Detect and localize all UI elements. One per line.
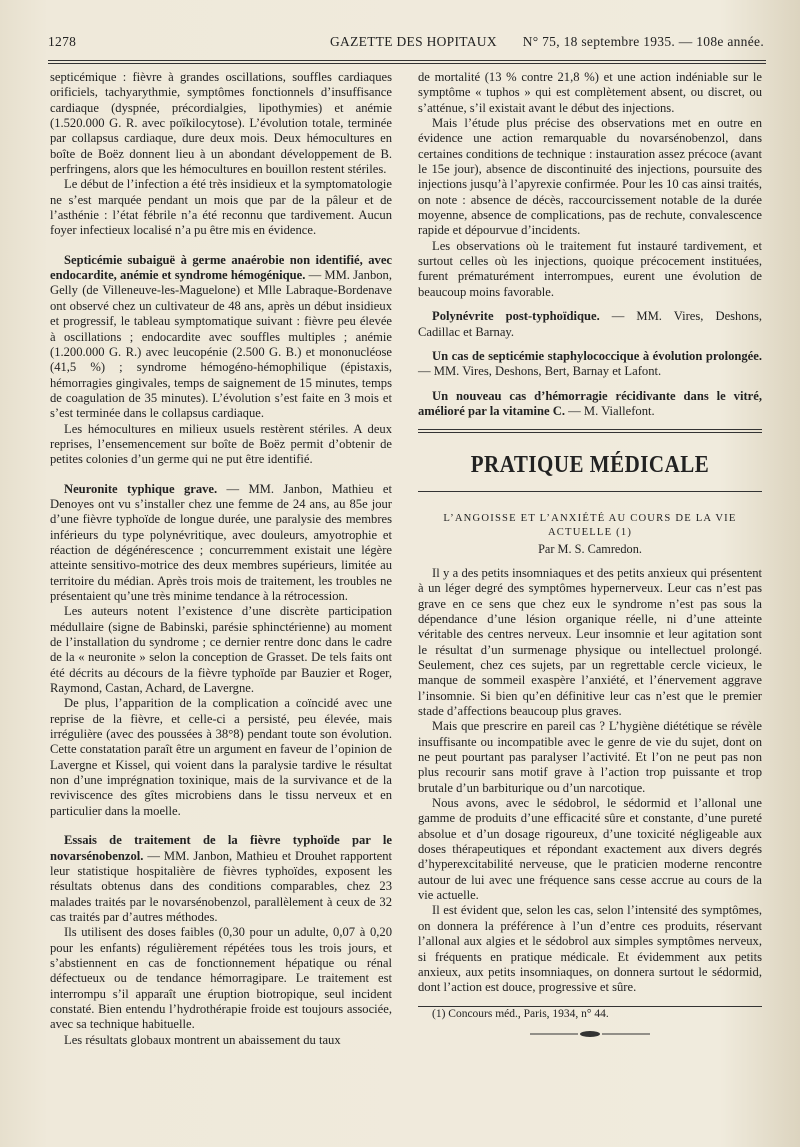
paragraph: Les résultats globaux montrent un abaissement du taux	[64, 1032, 341, 1047]
communication	[50, 833, 392, 925]
page-number: 1278	[48, 34, 77, 49]
communication	[50, 253, 392, 422]
paragraph: Ils utilisent des doses faibles (0,30 pour un adulte, 0,07 à 0,20 pour les enfants) régulièrement répétées tous les trois jours, et s’abstiennent en cas de fonctionnement hépatique ou rénal défectueux ou de tendance hémorragipare. Le traitement est interrompu s’il apparaît une éruption biotropique, seul incident constaté. Bien entendu l’hydrothérapie froide est toujours associée, avec sa technique habituelle.	[50, 925, 392, 1032]
paragraph: Les observations où le traitement fut instauré tardivement, et surtout celles où les injections, quoique précocement instituées, furent prématurément interrompues, eurent une évolution de beaucoup moins favorable.	[418, 238, 762, 299]
page-header	[48, 34, 764, 54]
communication-text: — MM. Janbon, Mathieu et Denoyes ont vu s’installer chez une femme de 24 ans, au 85e jour d’une fièvre typhoïde de longue durée, une paralysie des membres inférieurs du type polynévritique, avec douleurs, amyotrophie et réaction de dégénérescence ; concurremment existait une légère atteinte sensitivo-motrice des deux membres supérieurs, limitée au territoire du médian. Après trois mois de traitement, les troubles ne présentaient qu’une très minime tendance à la rétrocession.	[50, 481, 392, 603]
communication	[418, 309, 762, 340]
communication-text: — MM. Janbon, Mathieu et Drouhet rapportent leur statistique hospitalière de fièvres typhoïdes, exposent les résultats obtenus dans des conditions comparables, chez 23 malades traités par le novarsénobenzol, parallèlement à ceux de 32 cas traités par d’autres méthodes.	[50, 848, 392, 924]
communication-title: Un nouveau cas d’hémorragie récidivante dans le vitré, amélioré par la vitamine C.	[418, 388, 762, 418]
paragraph: Mais que prescrire en pareil cas ? L’hygiène diététique se révèle insuffisante ou incompatible avec le genre de vie du sujet, dont on ne peut pourtant pas paralyser l’activité. Et l’on ne peut pas non plus recourir sans motif grave à l’action trop puissante et trop brutale d’un barbiturique ou d’un narcotique.	[418, 719, 762, 795]
communication	[50, 482, 392, 605]
right-column	[418, 70, 762, 1043]
communication-text: — MM. Janbon, Gelly (de Villeneuve-les-Maguelone) et Mlle Labraque-Bordenave ont observé chez un cultivateur de 48 ans, après un début insidieux et progressif, le tableau symptomatique suivant : fièvre peu élevée à oscillations ; endocardite avec souffles multiples ; anémie (1.200.000 G. R.) avec leucopénie (2.500 G. B.) et mononucléose (41,5 %) ; syndrome hémogéno-hémophilique (épistaxis, hémorragies gingivales, temps de saignement de 15 minutes, temps de coagulation de 35 minutes). L’évolution s’est faite en 3 mois et s’est terminée dans le collapsus cardiaque.	[50, 268, 392, 421]
communication	[418, 349, 762, 380]
section-divider	[418, 429, 762, 433]
paragraph: septicémique : fièvre à grandes oscillations, souffles cardiaques orificiels, tachyarythmie, symptômes fonctionnels d’insuffisance cardiaque (dyspnée, précordialgies, lipothymies) et anémie (1.520.000 G. R. avec poïkilocytose). L’évolution totale, terminée par collapsus cardiaque, dure deux mois. Deux hémocultures en boîte de Boëz donnent lieu à un abondant développement de B. perfringens, alors que les hémocultures en bouillon restent stériles.	[50, 70, 392, 177]
paragraph: Les auteurs notent l’existence d’une discrète participation médullaire (signe de Babinski, parésie sphinctérienne) au moment de l’installation du syndrome ; ce dernier rentre donc dans le cadre de la « neuronite » selon la conception de Grasset. De tels faits ont été décrits au décours de la fièvre typhoïde par Bauzier et Roger, Raymond, Castan, Achard, de Lavergne.	[50, 604, 392, 696]
communication-title: Septicémie subaiguë à germe anaérobie non identifié, avec endocardite, anémie et syndrome hémogénique.	[50, 252, 392, 283]
left-column	[50, 70, 392, 1048]
article-title: L’ANGOISSE ET L’ANXIÉTÉ AU COURS DE LA VIE ACTUELLE (1)	[443, 512, 737, 538]
communication-title: Neuronite typhique grave.	[64, 481, 218, 496]
communication-text: — MM. Vires, Deshons, Bert, Barnay et Lafont.	[418, 364, 662, 379]
paragraph: Il y a des petits insomniaques et des petits anxieux qui présentent à un léger degré des symptômes hypernerveux. Leur cas n’est pas grave en ce sens que chez eux le syndrome n’est pas sous la dépendance d’une lésion organique réelle, ni d’une atteinte véritable des centres nerveux. Leur insomnie et leur agitation sont le résultat d’un surmenage physique ou intellectuel prolongé. Seulement, chez ces sujets, par un regrettable cercle vicieux, le manque de sommeil exaspère l’anxiété, et l’énervement aggrave l’insomnie. Si bien qu’en définitive leur cas n’est que le premier stade d’affections beaucoup plus graves.	[418, 565, 762, 718]
paragraph: de mortalité (13 % contre 21,8 %) et une action indéniable sur le symptôme « tuphos » qui est complètement absent, ou discret, ou s’atténue, s’il existait avant le début des injections.	[418, 70, 762, 115]
paragraph: Il est évident que, selon les cas, selon l’intensité des symptômes, on donnera la préférence à l’un d’entre ces produits, réservant l’allonal aux algies et le sédobrol aux simples symptômes nerveux, si fréquents en pratique médicale. Et évidemment aux petits anxieux, aux petits insomniaques, on donnera surtout le sédormid, dont l’action est douce, progressive et sûre.	[418, 903, 762, 995]
header-rule	[48, 60, 766, 61]
paragraph: Le début de l’infection a été très insidieux et la symptomatologie ne s’est marquée pendant un mois que par de la pâleur et de l’asthénie : l’état fébrile n’a été reconnu que tardivement. Aucun foyer infectieux localisé n’a pu être mis en évidence.	[50, 177, 392, 238]
ornament-divider	[418, 1028, 762, 1043]
ornament-icon	[530, 1030, 650, 1038]
paragraph: Les hémocultures en milieux usuels restèrent stériles. A deux reprises, l’ensemencement sur boîte de Boëz permit d’obtenir de petites colonies d’un germe qui ne put être identifié.	[50, 421, 392, 467]
section-title: PRATIQUE MÉDICALE	[470, 450, 710, 478]
section-rule	[418, 491, 762, 492]
paragraph: Nous avons, avec le sédobrol, le sédormid et l’allonal une gamme de produits d’une efficacité sûre et constante, d’une pureté absolue et d’un dosage rigoureux, d’une toxicité négligeable aux doses thérapeutiques et répondant exactement aux divers degrés d’hyperexcitabilité nerveuse, que le praticien moderne rencontre autour de lui avec une fréquence sans cesse accrue au cours de la vie actuelle.	[418, 796, 762, 903]
paragraph: De plus, l’apparition de la complication a coïncidé avec une reprise de la fièvre, et celle-ci a persisté, peu élevée, mais irrégulière (avec des poussées à 38°8) pendant toute son évolution. Cette constatation paraît être un argument en faveur de l’opinion de Lavergne et Kissel, qui voient dans la paralysie tardive le résultat non d’une imprégnation toxinique, mais de la survivance et de la reviviscence des gîtes microbiens dans le tissu nerveux et en particulier dans la moelle.	[50, 696, 392, 818]
header-rule-2	[48, 63, 766, 64]
footnote: (1) Concours méd., Paris, 1934, n° 44.	[432, 1007, 609, 1020]
communication-text: — M. Viallefont.	[565, 403, 655, 418]
paragraph: Mais l’étude plus précise des observations met en outre en évidence une action remarquable du novarsénobenzol, dans certaines conditions de technique : instauration assez précoce (avant le 15e jour), absence de discontinuité des injections, poursuite des injections jusqu’à l’apyrexie confirmée. Pour les 10 cas ainsi traités, on note : absence de décès, raccourcissement notable de la durée moyenne, absence de complications, pas de rechute, convalescence rapide et dépourvue d’incidents.	[418, 116, 762, 238]
issue-info: N° 75, 18 septembre 1935. — 108e année.	[522, 34, 764, 49]
communication-text: — MM. Vires, Deshons, Cadillac et Barnay.	[418, 309, 762, 339]
article-author: Par M. S. Camredon.	[538, 541, 642, 556]
communication-title: Essais de traitement de la fièvre typhoïde par le novarsénobenzol.	[50, 833, 392, 863]
communication-title: Polynévrite post-typhoïdique.	[432, 309, 600, 324]
communication	[418, 389, 762, 420]
journal-name: GAZETTE DES HOPITAUX	[330, 34, 497, 49]
communication-title: Un cas de septicémie staphylococcique à évolution prolongée.	[432, 348, 762, 363]
